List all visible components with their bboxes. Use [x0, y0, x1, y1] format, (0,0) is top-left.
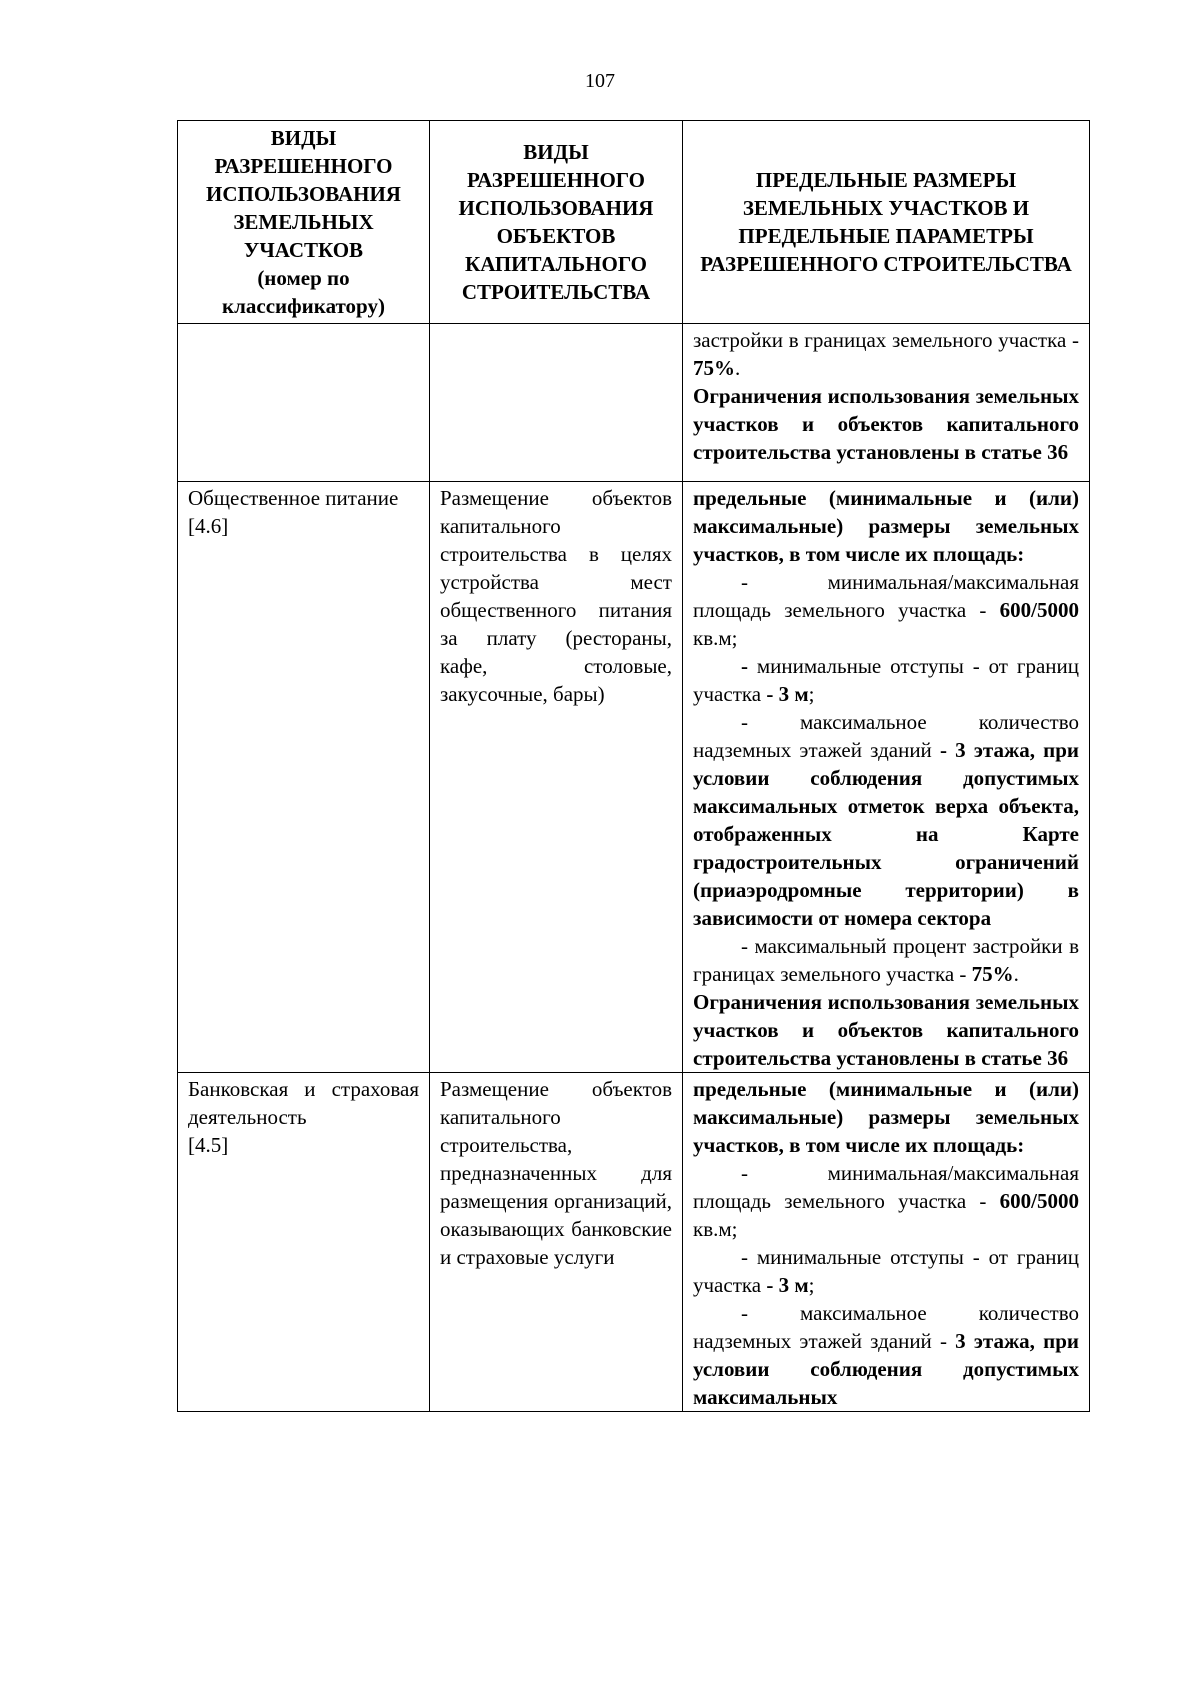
page-number: 107: [585, 70, 615, 92]
coverage-limit: - максимальный процент застройки в границах земельного участка - 75%.: [693, 934, 1079, 986]
header-object-use: ВИДЫ РАЗРЕШЕННОГО ИСПОЛЬЗОВАНИЯ ОБЪЕКТОВ КАПИТАЛЬНОГО СТРОИТЕЛЬСТВА: [430, 121, 683, 324]
cell-object-use: Размещение объектов капитального строительства, предназначенных для размещения организаций, оказывающих банковские и страховые услуги: [430, 1073, 683, 1412]
restrictions-text: Ограничения использования земельных участков и объектов капитального строительства установлены в статье 36: [693, 384, 1079, 464]
header-limits: ПРЕДЕЛЬНЫЕ РАЗМЕРЫ ЗЕМЕЛЬНЫХ УЧАСТКОВ И ПРЕДЕЛЬНЫЕ ПАРАМЕТРЫ РАЗРЕШЕННОГО СТРОИТЕЛЬСТВА: [683, 121, 1090, 324]
cell-empty: [178, 324, 430, 482]
floors-limit: - максимальное количество надземных этажей зданий - 3 этажа, при условии соблюдения допустимых максимальных отметок верха объекта, отображенных на Карте градостроительных ограничений (приаэродромные территории) в зависимости от номера сектора: [693, 710, 1080, 930]
limits-title: предельные (минимальные и (или) максимальные) размеры земельных участков, в том числе их площадь:: [693, 486, 1079, 566]
header-land-use: [178, 121, 430, 324]
restrictions-text: Ограничения использования земельных участков и объектов капитального строительства установлены в статье 36: [693, 990, 1079, 1070]
area-limit: - минимальная/максимальная площадь земельного участка - 600/5000 кв.м;: [693, 570, 1079, 650]
land-use-code: [4.5]: [188, 1133, 229, 1157]
table-row-public-catering: [178, 482, 1090, 1073]
land-use-name: Общественное питание: [188, 486, 399, 510]
cell-empty: [430, 324, 683, 482]
table-row-continuation: [178, 324, 1090, 482]
cell-limits: [683, 1073, 1090, 1412]
table-header-row: [178, 121, 1090, 324]
area-limit: - минимальная/максимальная площадь земельного участка - 600/5000 кв.м;: [693, 1161, 1079, 1241]
cell-limits: [683, 324, 1090, 482]
land-use-code: [4.6]: [188, 514, 229, 538]
land-use-name: Банковская и страховая деятельность: [188, 1077, 419, 1129]
cell-limits: [683, 482, 1090, 1073]
table-row-banking: [178, 1073, 1090, 1412]
cell-land-use: [178, 1073, 430, 1412]
setback-limit: - минимальные отступы - от границ участка - 3 м;: [693, 654, 1079, 706]
cell-land-use: [178, 482, 430, 1073]
zoning-table: [177, 120, 1090, 1412]
limits-title: предельные (минимальные и (или) максимальные) размеры земельных участков, в том числе их площадь:: [693, 1077, 1079, 1157]
header-land-use-title: ВИДЫ РАЗРЕШЕННОГО ИСПОЛЬЗОВАНИЯ ЗЕМЕЛЬНЫХ УЧАСТКОВ: [206, 126, 401, 262]
cell-object-use: Размещение объектов капитального строительства в целях устройства мест общественного питания за плату (рестораны, кафе, столовые, закусочные, бары): [430, 482, 683, 1073]
floors-limit: - максимальное количество надземных этажей зданий - 3 этажа, при условии соблюдения допустимых максимальных: [693, 1301, 1079, 1409]
header-land-use-subtitle: (номер по классификатору): [222, 266, 385, 318]
setback-limit: - минимальные отступы - от границ участка - 3 м;: [693, 1245, 1079, 1297]
coverage-text: застройки в границах земельного участка - 75%.: [693, 328, 1079, 380]
